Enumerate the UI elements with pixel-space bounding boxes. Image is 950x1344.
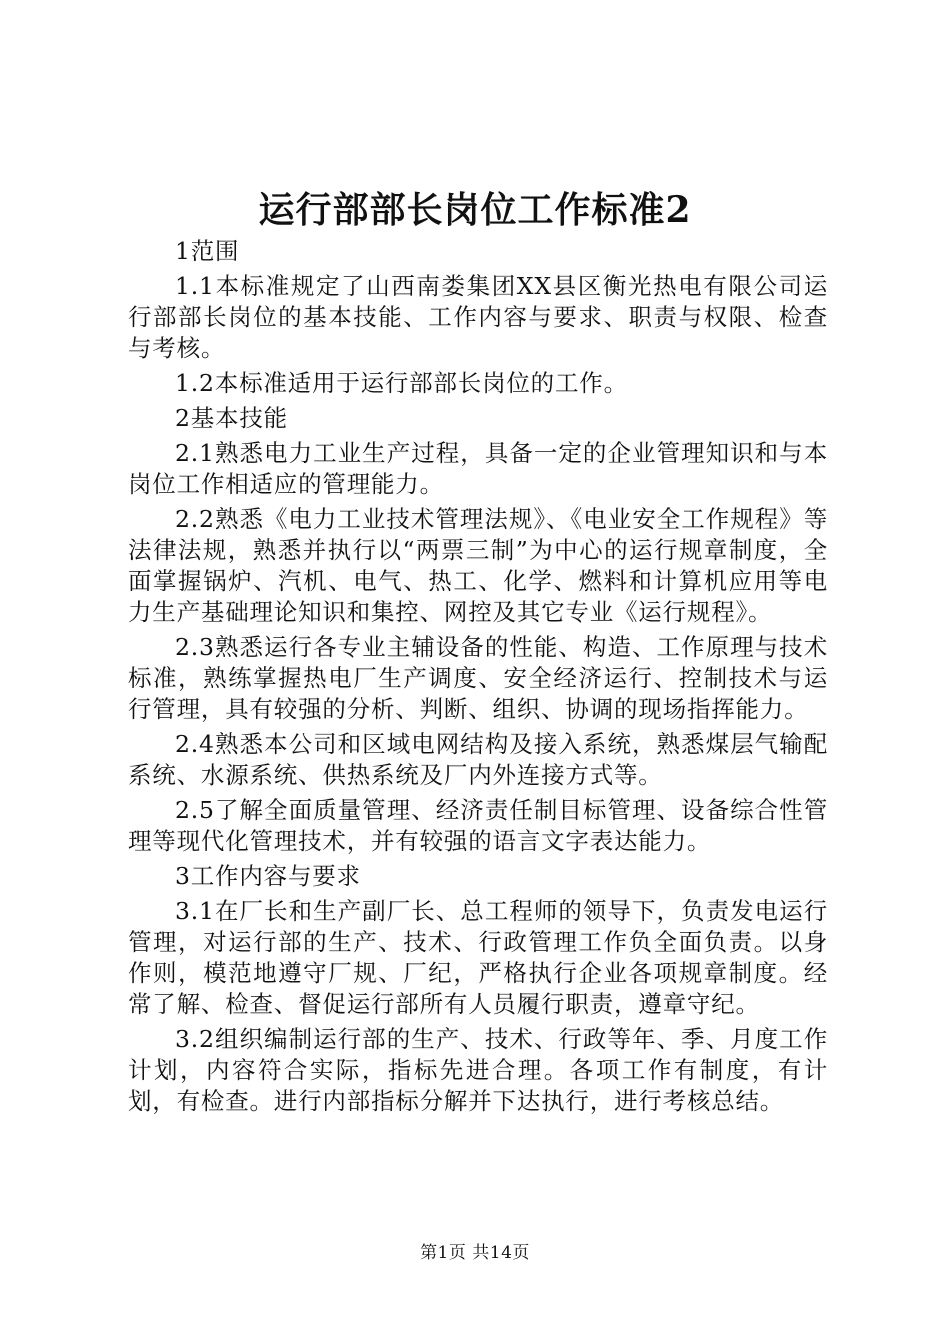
paragraph-3-1: 3.1在厂长和生产副厂长、总工程师的领导下，负责发电运行管理，对运行部的生产、技术、行政管理工作负全面负责。以身作则，模范地遵守厂规、厂纪，严格执行企业各项规章制度。经常了解、检查、督促运行部所有人员履行职责，遵章守纪。	[128, 897, 828, 1018]
document-title: 运行部部长岗位工作标准2	[258, 189, 692, 231]
section-heading-1: 1范围	[175, 237, 240, 265]
paragraph-2-2: 2.2熟悉《电力工业技术管理法规》、《电业安全工作规程》等法律法规，熟悉并执行以“两票三制”为中心的运行规章制度，全面掌握锅炉、汽机、电气、热工、化学、燃料和计算机应用等电力生产基础理论知识和集控、网控及其它专业《运行规程》。	[128, 505, 828, 626]
page-footer: 第1页 共14页	[420, 1243, 530, 1263]
paragraph-2-4: 2.4熟悉本公司和区域电网结构及接入系统，熟悉煤层气输配系统、水源系统、供热系统及厂内外连接方式等。	[128, 730, 828, 789]
paragraph-1-2: 1.2本标准适用于运行部部长岗位的工作。	[175, 369, 628, 397]
paragraph-2-3: 2.3熟悉运行各专业主辅设备的性能、构造、工作原理与技术标准，熟练掌握热电厂生产调度、安全经济运行、控制技术与运行管理，具有较强的分析、判断、组织、协调的现场指挥能力。	[128, 633, 828, 723]
paragraph-2-5: 2.5了解全面质量管理、经济责任制目标管理、设备综合性管理等现代化管理技术，并有较强的语言文字表达能力。	[128, 796, 828, 855]
paragraph-2-1: 2.1熟悉电力工业生产过程，具备一定的企业管理知识和与本岗位工作相适应的管理能力。	[128, 439, 828, 498]
section-heading-2: 2基本技能	[175, 404, 288, 432]
paragraph-3-2: 3.2组织编制运行部的生产、技术、行政等年、季、月度工作计划，内容符合实际，指标先进合理。各项工作有制度，有计划，有检查。进行内部指标分解并下达执行，进行考核总结。	[128, 1025, 828, 1115]
document-body	[128, 236, 828, 1121]
paragraph-1-1: 1.1本标准规定了山西南娄集团XX县区衡光热电有限公司运行部部长岗位的基本技能、工作内容与要求、职责与权限、检查与考核。	[128, 272, 828, 362]
section-heading-3: 3工作内容与要求	[175, 862, 361, 890]
